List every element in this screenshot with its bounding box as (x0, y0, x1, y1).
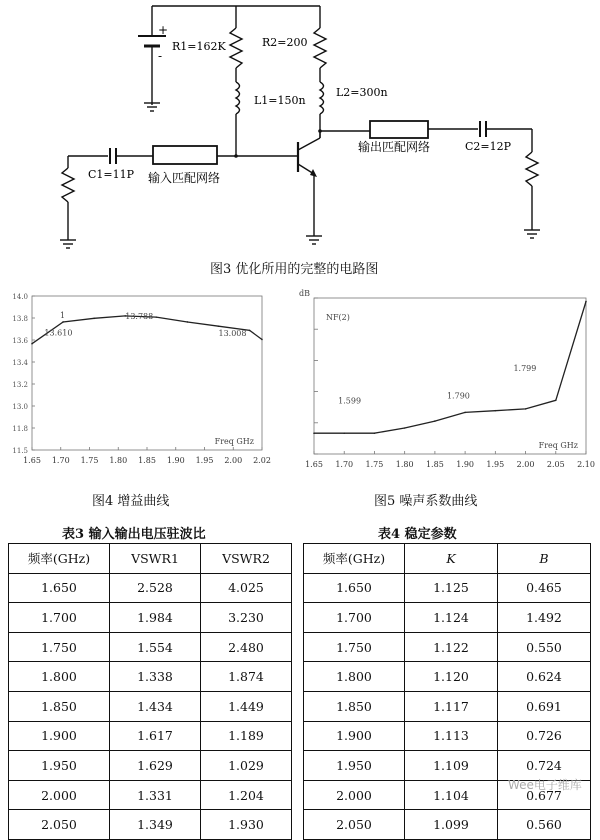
series-line (314, 302, 586, 434)
table-cell: 1.850 (304, 691, 405, 721)
x-tick-label: 1.75 (365, 460, 384, 469)
table-cell: 1.900 (304, 721, 405, 751)
table-cell: 4.025 (201, 573, 292, 603)
x-tick-label: 2.05 (546, 460, 565, 469)
table-header-cell: K (405, 544, 498, 574)
table-cell: 1.800 (9, 662, 110, 692)
table-cell: 1.449 (201, 691, 292, 721)
table-cell: 1.029 (201, 751, 292, 781)
table-cell: 0.726 (498, 721, 591, 751)
vswr-table (8, 543, 292, 840)
table-header-row (304, 544, 591, 574)
table-row (304, 573, 591, 603)
r2-label: R2=200 (262, 36, 308, 49)
gain-chart (0, 282, 290, 480)
table-cell: 0.465 (498, 573, 591, 603)
table-row (304, 721, 591, 751)
table-cell: 1.109 (405, 751, 498, 781)
data-point (464, 412, 466, 414)
table-cell: 0.691 (498, 691, 591, 721)
x-tick-label: 1.90 (166, 456, 185, 465)
table-cell: 1.700 (304, 603, 405, 633)
table-cell: 1.338 (110, 662, 201, 692)
table-cell: 3.230 (201, 603, 292, 633)
table-cell: 0.677 (498, 780, 591, 810)
fig3-caption: 图3 优化所用的完整的电路图 (210, 262, 379, 277)
data-point (93, 318, 95, 320)
table-cell: 2.000 (304, 780, 405, 810)
table-cell: 1.124 (405, 603, 498, 633)
x-tick-label: 1.75 (80, 456, 99, 465)
table-cell: 1.120 (405, 662, 498, 692)
series-label: NF(2) (326, 313, 350, 322)
table-header-cell: VSWR2 (201, 544, 292, 574)
table-cell: 1.650 (9, 573, 110, 603)
data-point (525, 408, 527, 410)
table-header-cell: B (498, 544, 591, 574)
x-tick-label: 1.95 (195, 456, 214, 465)
data-point (261, 339, 263, 341)
table-cell: 1.125 (405, 573, 498, 603)
table-row (9, 721, 292, 751)
table-cell: 1.650 (304, 573, 405, 603)
data-point (313, 432, 315, 434)
table-cell: 2.050 (304, 810, 405, 840)
fig5-caption: 图5 噪声系数曲线 (374, 494, 478, 509)
data-label: 13.008 (218, 328, 247, 338)
x-tick-label: 1.85 (425, 460, 444, 469)
y-tick-label: 13.2 (12, 381, 28, 389)
y-tick-label: 13.0 (12, 403, 28, 411)
l1-label: L1=150n (254, 94, 306, 107)
x-tick-label: 1.65 (305, 460, 323, 469)
table-cell: 1.750 (9, 632, 110, 662)
data-label: 13.788 (125, 311, 154, 321)
table-row (304, 691, 591, 721)
data-point (187, 321, 189, 323)
table-row (9, 780, 292, 810)
c1-label: C1=11P (88, 168, 135, 181)
table-cell: 0.624 (498, 662, 591, 692)
y-tick-label: 13.8 (12, 315, 28, 323)
data-point (404, 427, 406, 429)
table-cell: 1.950 (304, 751, 405, 781)
table-cell: 1.874 (201, 662, 292, 692)
table3-caption: 表3 输入输出电压驻波比 (62, 527, 206, 542)
table-header-cell: VSWR1 (110, 544, 201, 574)
x-tick-label: 2.10 (577, 460, 595, 469)
y-tick-label: 11.8 (12, 425, 28, 433)
table-cell: 1.189 (201, 721, 292, 751)
table-row (9, 603, 292, 633)
table-row (304, 603, 591, 633)
table-cell: 1.099 (405, 810, 498, 840)
data-point (62, 321, 64, 323)
table-header-cell: 频率(GHz) (304, 544, 405, 574)
battery-plus: + (158, 23, 169, 37)
data-point (343, 432, 345, 434)
table-cell: 1.629 (110, 751, 201, 781)
table-cell: 1.113 (405, 721, 498, 751)
x-tick-label: 2.00 (516, 460, 535, 469)
y-axis-label: dB (299, 289, 310, 298)
table-row (9, 632, 292, 662)
data-point (434, 420, 436, 422)
x-tick-label: 1.95 (486, 460, 505, 469)
x-axis-label: Freq GHz (538, 441, 578, 450)
table-cell: 1.331 (110, 780, 201, 810)
data-label: 1.599 (338, 396, 362, 406)
marker-label: 1 (59, 311, 66, 320)
y-tick-label: 13.4 (12, 359, 28, 367)
x-tick-label: 1.80 (395, 460, 414, 469)
table-cell: 0.724 (498, 751, 591, 781)
l2-label: L2=300n (336, 86, 388, 99)
table-cell: 1.750 (304, 632, 405, 662)
table-cell: 1.117 (405, 691, 498, 721)
data-point (585, 301, 587, 303)
data-point (555, 399, 557, 401)
fig4-caption: 图4 增益曲线 (92, 494, 170, 509)
x-tick-label: 1.90 (456, 460, 475, 469)
data-point (249, 330, 251, 332)
table-cell: 1.434 (110, 691, 201, 721)
table-cell: 0.560 (498, 810, 591, 840)
table-cell: 2.050 (9, 810, 110, 840)
x-axis-label: Freq GHz (214, 437, 254, 446)
r1-label: R1=162K (172, 40, 226, 53)
y-tick-label: 13.6 (12, 337, 28, 345)
table-row (304, 662, 591, 692)
table-cell: 1.850 (9, 691, 110, 721)
table-cell: 1.800 (304, 662, 405, 692)
x-tick-label: 1.85 (138, 456, 156, 465)
stability-table (303, 543, 591, 840)
battery-minus: - (158, 49, 163, 63)
data-point (374, 432, 376, 434)
table-cell: 2.000 (9, 780, 110, 810)
table-cell: 1.554 (110, 632, 201, 662)
table-cell: 2.480 (201, 632, 292, 662)
table-cell: 1.700 (9, 603, 110, 633)
table-row (304, 810, 591, 840)
data-label: 1.790 (446, 391, 470, 401)
x-tick-label: 1.70 (335, 460, 354, 469)
table-header-row (9, 544, 292, 574)
output-match-label: 输出匹配网络 (358, 140, 431, 154)
x-tick-label: 2.00 (224, 456, 243, 465)
table-cell: 1.930 (201, 810, 292, 840)
x-tick-label: 1.65 (23, 456, 41, 465)
data-label: 13.610 (44, 328, 73, 338)
table-cell: 1.204 (201, 780, 292, 810)
watermark: Wee电子维库 (508, 778, 582, 792)
table-cell: 1.900 (9, 721, 110, 751)
table4-caption: 表4 稳定参数 (378, 527, 457, 542)
data-point (495, 410, 497, 412)
table-row (304, 632, 591, 662)
plot-frame (314, 298, 586, 454)
table-cell: 2.528 (110, 573, 201, 603)
table-row (9, 662, 292, 692)
table-cell: 1.122 (405, 632, 498, 662)
y-tick-label: 11.5 (12, 447, 28, 455)
x-tick-label: 1.70 (51, 456, 70, 465)
table-cell: 1.617 (110, 721, 201, 751)
table-cell: 1.492 (498, 603, 591, 633)
data-point (31, 343, 33, 345)
table-cell: 0.550 (498, 632, 591, 662)
input-match-label: 输入匹配网络 (148, 171, 221, 185)
noise-figure-chart (290, 282, 596, 480)
c2-label: C2=12P (465, 140, 512, 153)
table-row (9, 573, 292, 603)
data-label: 1.799 (513, 363, 537, 373)
table-cell: 1.984 (110, 603, 201, 633)
y-tick-label: 14.0 (12, 293, 28, 301)
table-cell: 1.950 (9, 751, 110, 781)
circuit-diagram (0, 0, 600, 255)
data-point (218, 325, 220, 327)
table-cell: 1.349 (110, 810, 201, 840)
table-row (9, 751, 292, 781)
table-row (9, 691, 292, 721)
table-header-cell: 频率(GHz) (9, 544, 110, 574)
data-point (156, 316, 158, 318)
x-tick-label: 1.80 (109, 456, 128, 465)
x-tick-label: 2.02 (253, 456, 271, 465)
table-cell: 1.104 (405, 780, 498, 810)
table-row (9, 810, 292, 840)
